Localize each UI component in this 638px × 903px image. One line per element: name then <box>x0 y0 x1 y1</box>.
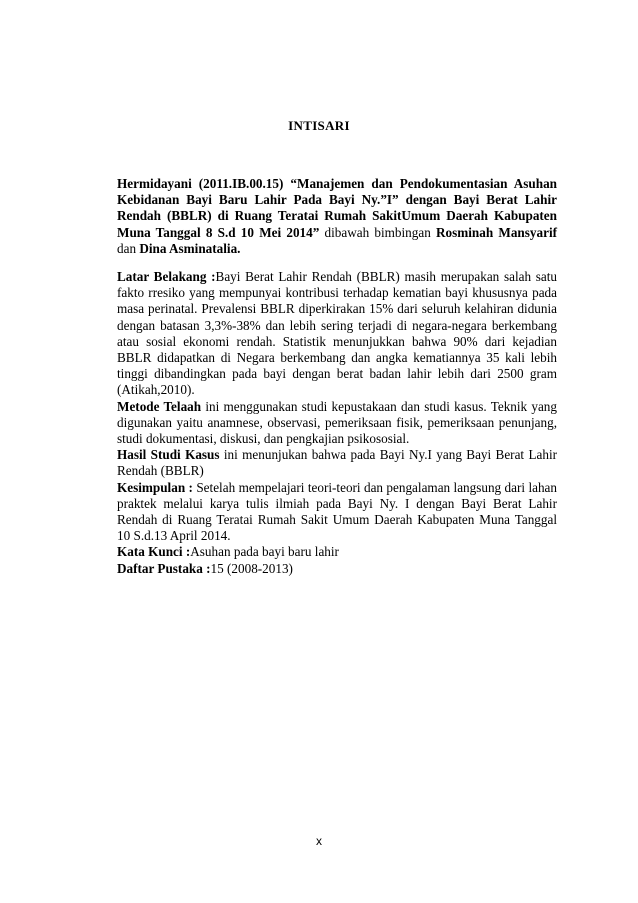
references-paragraph <box>117 561 557 577</box>
references-text: 15 (2008-2013) <box>210 560 293 576</box>
citation-paragraph <box>117 176 557 257</box>
page-number: x <box>316 834 322 848</box>
conclusion-label: Kesimpulan : <box>117 479 193 495</box>
method-text: ini menggunakan studi kepustakaan dan studi kasus. Teknik yang digunakan yaitu anamnese, observasi, pemeriksaan fisik, pemeriksaan penunjang, studi dokumentasi, diskusi, dan pengkajian psikososial. <box>117 398 557 447</box>
supervisor-1: Rosminah Mansyarif <box>436 224 557 240</box>
abstract-body <box>117 176 557 577</box>
keywords-text: Asuhan pada bayi baru lahir <box>190 544 339 560</box>
and-text: dan <box>117 240 140 256</box>
method-label: Metode Telaah <box>117 398 202 414</box>
result-paragraph <box>117 447 557 479</box>
spacer <box>117 257 557 269</box>
author-title: Hermidayani (2011.IB.00.15) “Manajemen dan Pendokumentasian Asuhan Kebidanan Bayi Baru Lahir Pada Bayi Ny.”I” dengan Bayi Berat Lahir Rendah (BBLR) di Ruang Teratai Rumah SakitUmum Daerah Kabupaten Muna Tanggal 8 S.d 10 Mei 2014” <box>117 176 557 240</box>
background-paragraph <box>117 269 557 399</box>
conclusion-paragraph <box>117 480 557 545</box>
supervisor-2: Dina Asminatalia. <box>139 240 241 256</box>
result-text: ini menunjukan bahwa pada Bayi Ny.I yang Bayi Berat Lahir Rendah (BBLR) <box>117 447 557 479</box>
references-label: Daftar Pustaka : <box>117 560 211 576</box>
keywords-paragraph <box>117 544 557 560</box>
method-paragraph <box>117 399 557 448</box>
conclusion-text: Setelah mempelajari teori-teori dan pengalaman langsung dari lahan praktek melalui karya tulis ilmiah pada Bayi Ny. I dengan Bayi Berat Lahir Rendah di Ruang Teratai Rumah Sakit Umum Daerah Kabupaten Muna Tanggal 10 S.d.13 April 2014. <box>117 479 558 544</box>
keywords-label: Kata Kunci : <box>117 544 191 560</box>
page-title: INTISARI <box>288 118 350 133</box>
result-label: Hasil Studi Kasus <box>117 447 220 463</box>
background-text: Bayi Berat Lahir Rendah (BBLR) masih merupakan salah satu fakto rresiko yang mempunyai kontribusi terhadap kematian bayi khususnya pada masa perinatal. Prevalensi BBLR diperkirakan 15% dari seluruh kelahiran didunia dengan batasan 3,3%-38% dan lebih sering terjadi di negara-negara berkembang atau sosial ekonomi rendah. Statistik menunjukkan bahwa 90% dari kejadian BBLR didapatkan di Negara berkembang dan angka kematiannya 35 kali lebih tinggi dibandingkan pada bayi dengan berat badan lahir lebih dari 2500 gram (Atikah,2010). <box>117 269 557 398</box>
supervised-text: dibawah bimbingan <box>319 224 437 240</box>
background-label: Latar Belakang : <box>117 269 216 285</box>
